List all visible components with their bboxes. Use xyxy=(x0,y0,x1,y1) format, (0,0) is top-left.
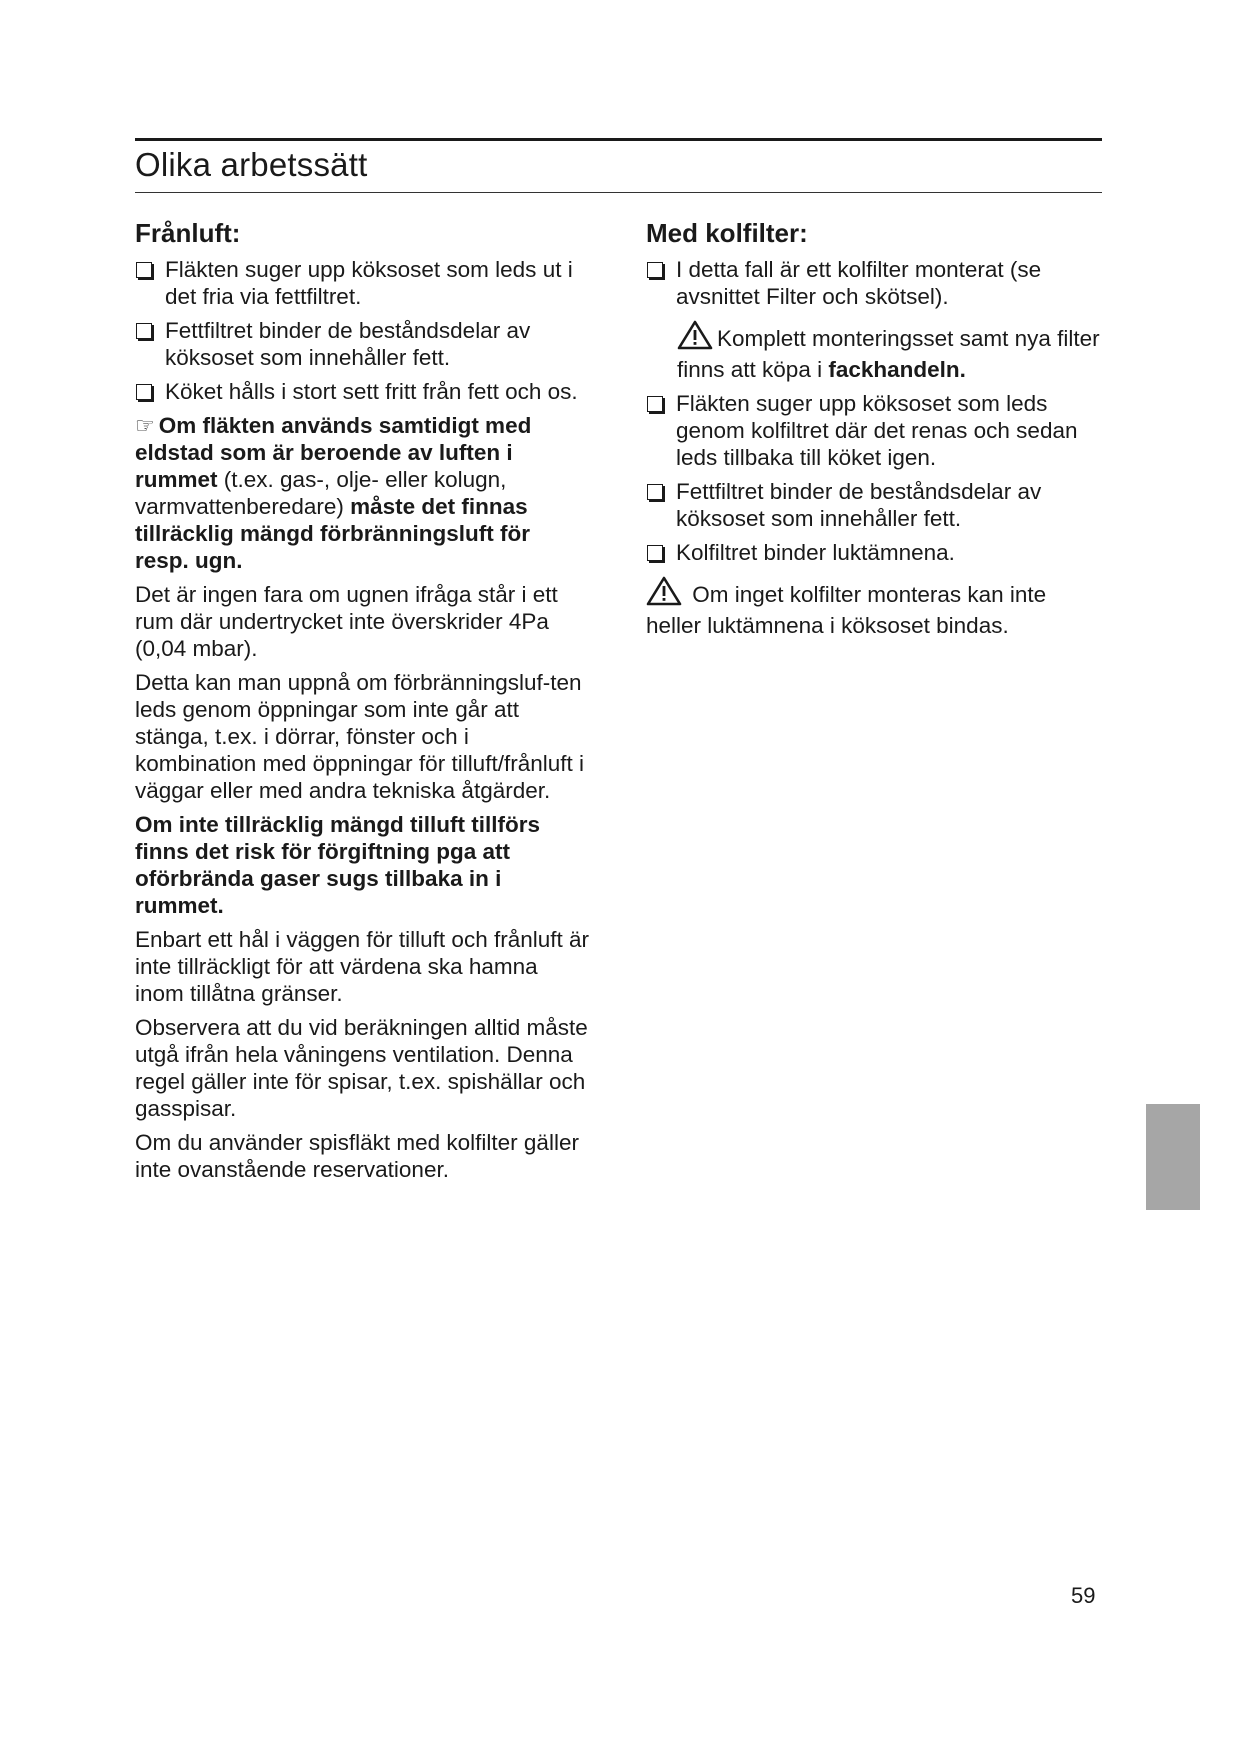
header-rule-top xyxy=(135,138,1102,141)
list-item-text: Fläkten suger upp köksoset som leds ut i det fria via fettfiltret. xyxy=(165,257,573,309)
warning-triangle-icon xyxy=(646,576,682,612)
note-bold-2: måste det finnas tillräcklig mängd förbränningsluft för resp. ugn. xyxy=(135,494,531,573)
paragraph: Det är ingen fara om ugnen ifråga står i ett rum där undertrycket inte överskrider 4Pa (0,04 mbar). xyxy=(135,582,558,661)
warning-text: Om inget kolfilter monteras kan inte heller luktämnena i köksoset bindas. xyxy=(646,582,1047,638)
checkbox-bullet-icon xyxy=(136,323,152,339)
section-tab-marker xyxy=(1146,1104,1200,1210)
list-item xyxy=(646,256,1101,310)
list-item xyxy=(135,378,590,405)
warning-text-bold: fackhandeln. xyxy=(828,357,966,382)
list-item-text: Fettfiltret binder de beståndsdelar av köksoset som innehåller fett. xyxy=(165,318,531,370)
page-title: Olika arbetssätt xyxy=(135,146,368,183)
list-item-text: Kolfiltret binder luktämnena. xyxy=(676,540,955,565)
note-paragraph xyxy=(135,412,590,574)
warning-paragraph: Om inte tillräcklig mängd tilluft tillförs finns det risk för förgiftning pga att oförbrända gaser sugs tillbaka in i rummet. xyxy=(135,812,541,918)
list-item-text: Fettfiltret binder de beståndsdelar av köksoset som innehåller fett. xyxy=(676,479,1042,531)
checkbox-bullet-icon xyxy=(647,396,663,412)
list-item xyxy=(646,478,1101,532)
list-item xyxy=(135,317,590,371)
list-item xyxy=(646,539,1101,566)
section-heading-kolfilter: Med kolfilter: xyxy=(646,218,808,248)
list-item xyxy=(646,390,1101,471)
list-item-text: Fläkten suger upp köksoset som leds genom kolfiltret där det renas och sedan leds tillbaka till köket igen. xyxy=(676,391,1078,470)
list-item-text: I detta fall är ett kolfilter monterat (se avsnittet Filter och skötsel). xyxy=(676,257,1042,309)
checkbox-bullet-icon xyxy=(136,384,152,400)
note-normal: (t.ex. gas-, olje- eller kolugn, varmvattenberedare) xyxy=(135,467,507,519)
section-heading-franluft: Frånluft: xyxy=(135,218,241,248)
checkbox-bullet-icon xyxy=(136,262,152,278)
list-item xyxy=(135,256,590,310)
right-column xyxy=(646,214,1101,646)
page-number: 59 xyxy=(1071,1583,1096,1608)
warning-note xyxy=(646,320,1101,383)
checkbox-bullet-icon xyxy=(647,545,663,561)
warning-note xyxy=(646,576,1101,639)
warning-triangle-icon xyxy=(677,320,713,356)
paragraph: Observera att du vid beräkningen alltid måste utgå ifrån hela våningens ventilation. Denna regel gäller inte för spisar, t.ex. spishällar och gasspisar. xyxy=(135,1015,588,1121)
paragraph: Detta kan man uppnå om förbränningsluf-ten leds genom öppningar som inte går att stänga, t.ex. i dörrar, fönster och i kombination med öppningar för tilluft/frånluft i väggar eller med andra tekniska åtgärder. xyxy=(135,670,584,803)
warning-text: Komplett monteringsset samt nya filter finns att köpa i xyxy=(677,326,1100,382)
header-rule-bottom xyxy=(135,192,1102,193)
pointing-hand-icon: ☞ xyxy=(135,413,155,438)
paragraph: Om du använder spisfläkt med kolfilter gäller inte ovanstående reservationer. xyxy=(135,1130,579,1182)
list-item-text: Köket hålls i stort sett fritt från fett och os. xyxy=(165,379,578,404)
paragraph: Enbart ett hål i väggen för tilluft och frånluft är inte tillräckligt för att värdena ska hamna inom tillåtna gränser. xyxy=(135,927,589,1006)
checkbox-bullet-icon xyxy=(647,262,663,278)
note-bold-1: Om fläkten används samtidigt med eldstad som är beroende av luften i rummet xyxy=(135,413,532,492)
left-column xyxy=(135,214,590,1190)
checkbox-bullet-icon xyxy=(647,484,663,500)
